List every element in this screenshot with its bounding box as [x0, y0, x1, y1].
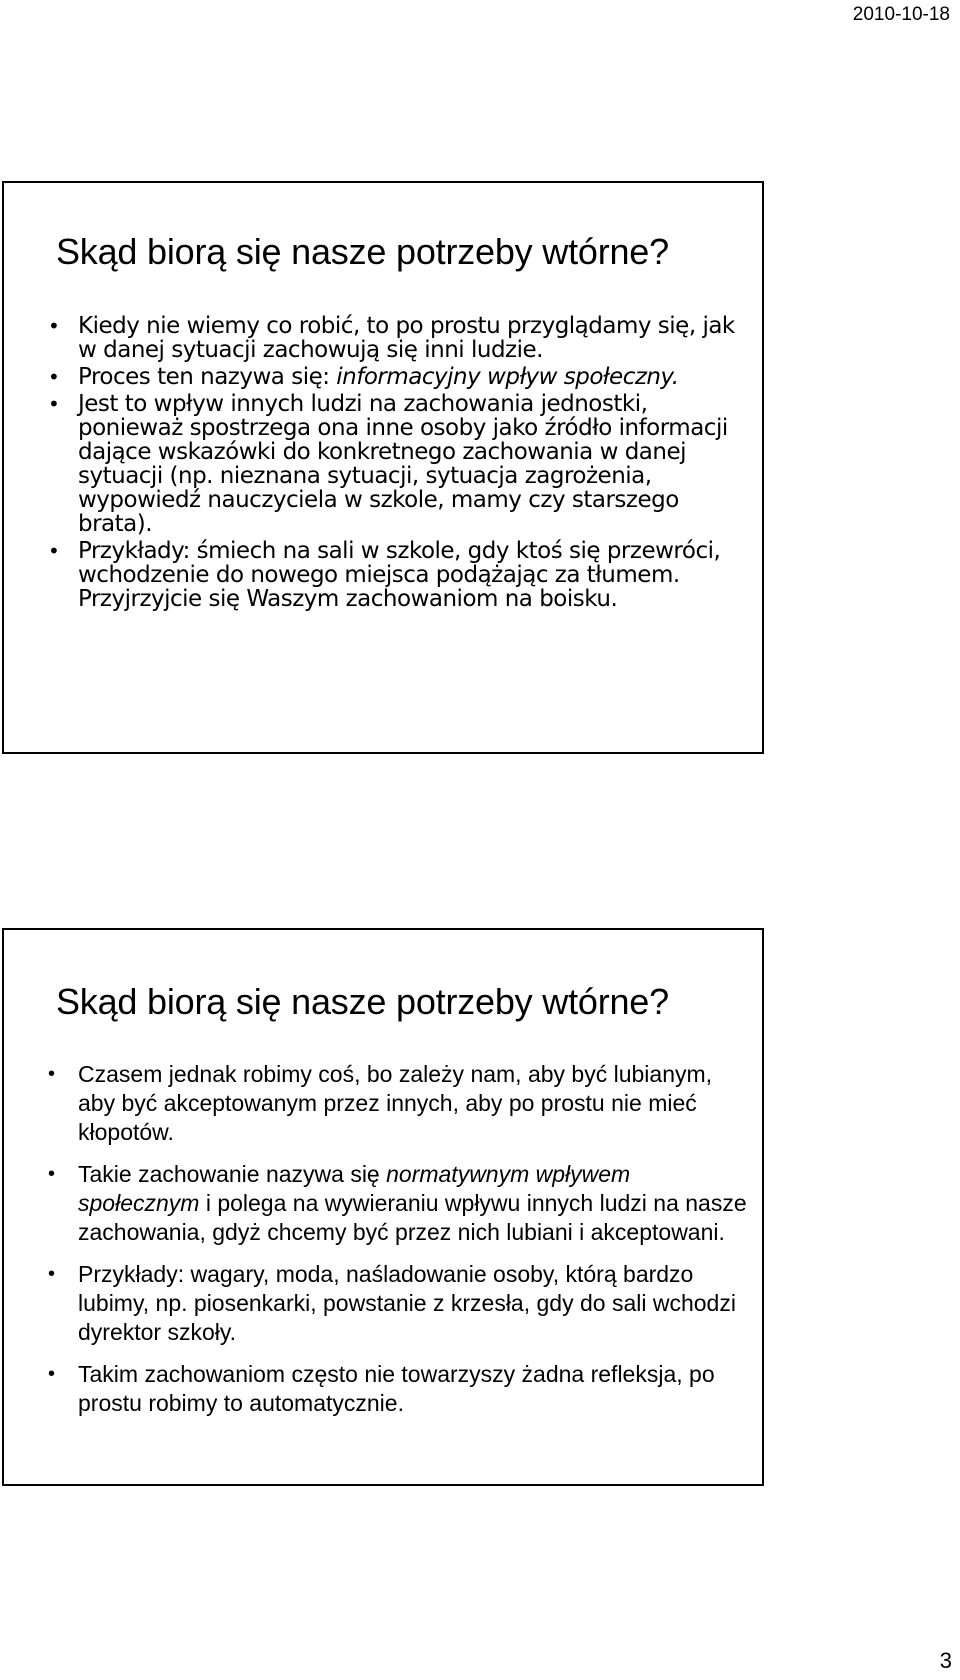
bullet-text — [78, 1161, 747, 1245]
bullet-item — [4, 1160, 754, 1247]
bullet-text — [78, 364, 679, 390]
slide-title: Skąd biorą się nasze potrzeby wtórne? — [56, 981, 669, 1022]
bullet-segment: Przykłady: śmiech na sali w szkole, gdy ktoś się przewróci, wchodzenie do nowego miejsca podążając za tłumem. Przyjrzyjcie się Waszym zachowaniom na boisku. — [78, 538, 721, 612]
bullet-dot-icon: • — [48, 314, 60, 338]
bullet-term-italic: normatywnym wpływem społecznym — [78, 1161, 631, 1216]
bullet-text — [78, 313, 735, 363]
bullet-text — [78, 538, 720, 612]
bullet-item — [4, 392, 754, 536]
slide-1 — [2, 181, 764, 754]
bullet-list — [4, 1060, 754, 1431]
bullet-item — [4, 1260, 754, 1347]
page-number: 3 — [939, 1648, 952, 1673]
bullet-item — [4, 539, 754, 611]
bullet-item — [4, 1360, 754, 1418]
bullet-dot-icon: • — [48, 1363, 56, 1385]
bullet-item — [4, 314, 754, 362]
bullet-text — [78, 1261, 736, 1345]
bullet-text — [78, 391, 728, 537]
bullet-dot-icon: • — [48, 1063, 56, 1085]
bullet-list — [4, 314, 754, 614]
bullet-term-italic: informacyjny wpływ społeczny. — [336, 364, 679, 390]
page-date: 2010-10-18 — [852, 4, 950, 25]
bullet-dot-icon: • — [48, 392, 60, 416]
slide-title: Skąd biorą się nasze potrzeby wtórne? — [56, 231, 669, 272]
bullet-segment: Czasem jednak robimy coś, bo zależy nam, aby być lubianym, aby być akceptowanym przez innych, aby po prostu nie mieć kłopotów. — [78, 1061, 713, 1145]
slide-2 — [2, 928, 764, 1486]
bullet-segment: Jest to wpływ innych ludzi na zachowania jednostki, ponieważ spostrzega ona inne osoby jako źródło informacji dające wskazówki do konkretnego zachowania w danej sytuacji (np. nieznana sytuacji, sytuacja zagrożenia, wypowiedź nauczyciela w szkole, mamy czy starszego brata). — [78, 391, 728, 537]
bullet-segment: Kiedy nie wiemy co robić, to po prostu przyglądamy się, jak w danej sytuacji zachowują się inni ludzie. — [78, 313, 735, 363]
bullet-dot-icon: • — [48, 539, 60, 563]
bullet-dot-icon: • — [48, 1263, 56, 1285]
bullet-segment: Takie zachowanie nazywa się — [78, 1161, 387, 1187]
bullet-segment: Przykłady: wagary, moda, naśladowanie osoby, którą bardzo lubimy, np. piosenkarki, powstanie z krzesła, gdy do sali wchodzi dyrektor szkoły. — [78, 1261, 736, 1345]
bullet-dot-icon: • — [48, 1163, 56, 1185]
bullet-text — [78, 1061, 712, 1145]
bullet-item — [4, 365, 754, 389]
bullet-segment: Proces ten nazywa się: — [78, 364, 337, 390]
bullet-segment: i polega na wywieraniu wpływu innych ludzi na nasze zachowania, gdyż chcemy być przez nich lubiani i akceptowani. — [78, 1190, 747, 1245]
bullet-item — [4, 1060, 754, 1147]
bullet-text — [78, 1361, 715, 1416]
bullet-segment: Takim zachowaniom często nie towarzyszy żadna refleksja, po prostu robimy to automatycznie. — [78, 1361, 715, 1416]
bullet-dot-icon: • — [48, 365, 60, 389]
